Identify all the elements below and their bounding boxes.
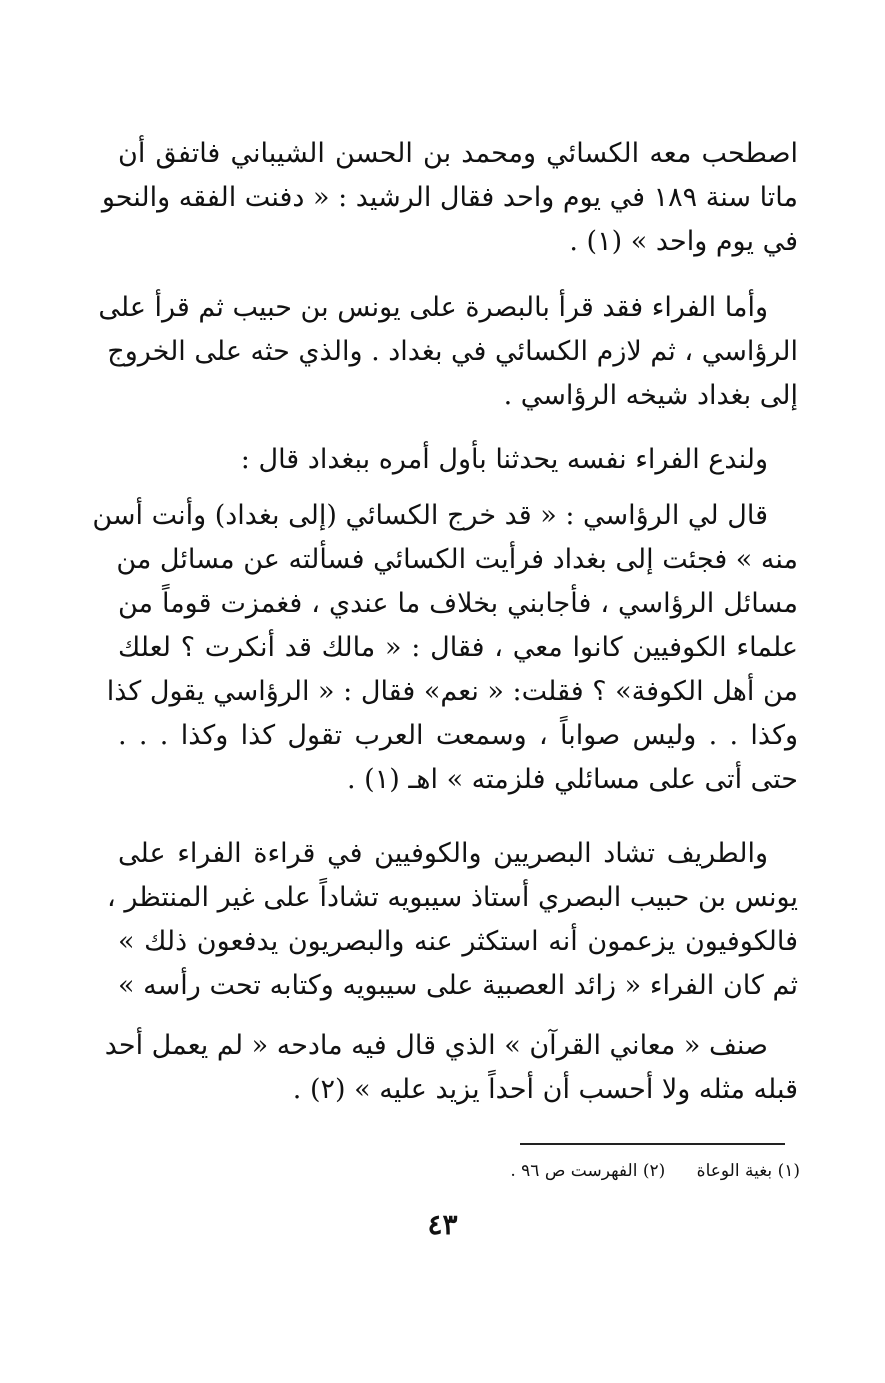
footnote-divider bbox=[520, 1143, 785, 1145]
paragraph-6 bbox=[104, 1024, 798, 1112]
text-line: وكذا . . وليس صواباً ، وسمعت العرب تقول كذا وكذا . . . bbox=[118, 720, 798, 751]
paragraph-3 bbox=[118, 438, 798, 482]
text-line: علماء الكوفيين كانوا معي ، فقال : « مالك قد أنكرت ؟ لعلك bbox=[118, 632, 798, 663]
text-line: صنف « معاني القرآن » الذي قال فيه مادحه « لم يعمل أحد bbox=[104, 1030, 768, 1061]
text-line: يونس بن حبيب البصري أستاذ سيبويه تشاداً على غير المنتظر ، bbox=[107, 882, 798, 913]
paragraph-1 bbox=[101, 132, 798, 264]
text-line: إلى بغداد شيخه الرؤاسي . bbox=[503, 380, 798, 411]
text-line: فالكوفيون يزعمون أنه استكثر عنه والبصريون يدفعون ذلك » bbox=[118, 926, 798, 957]
text-line: قال لي الرؤاسي : « قد خرج الكسائي (إلى بغداد) وأنت أسن bbox=[92, 500, 768, 531]
text-line: ماتا سنة ١٨٩ في يوم واحد فقال الرشيد : « دفنت الفقه والنحو bbox=[101, 182, 798, 213]
text-line: حتى أتى على مسائلي فلزمته » اهـ (١) . bbox=[347, 764, 798, 795]
text-line: ولندع الفراء نفسه يحدثنا بأول أمره ببغداد قال : bbox=[240, 444, 768, 475]
text-line: من أهل الكوفة» ؟ فقلت: « نعم» فقال : « الرؤاسي يقول كذا bbox=[106, 676, 798, 707]
text-line: مسائل الرؤاسي ، فأجابني بخلاف ما عندي ، فغمزت قوماً من bbox=[118, 588, 798, 619]
footnote-1: (١) بغية الوعاة bbox=[696, 1161, 800, 1181]
text-line: الرؤاسي ، ثم لازم الكسائي في بغداد . والذي حثه على الخروج bbox=[107, 336, 798, 367]
footnote-2: (٢) الفهرست ص ٩٦ . bbox=[510, 1161, 666, 1181]
paragraph-4 bbox=[92, 494, 798, 802]
paragraph-2 bbox=[98, 286, 798, 418]
paragraph-5 bbox=[107, 832, 798, 1008]
text-line: قبله مثله ولا أحسب أن أحداً يزيد عليه » (٢) . bbox=[292, 1074, 798, 1105]
footnotes bbox=[380, 1156, 800, 1186]
text-line: وأما الفراء فقد قرأ بالبصرة على يونس بن حبيب ثم قرأ على bbox=[98, 292, 768, 323]
text-line: في يوم واحد » (١) . bbox=[569, 226, 798, 257]
text-line: منه » فجئت إلى بغداد فرأيت الكسائي فسألته عن مسائل من bbox=[116, 544, 798, 575]
text-line: والطريف تشاد البصريين والكوفيين في قراءة الفراء على bbox=[118, 838, 768, 869]
page-number: ٤٣ bbox=[427, 1208, 458, 1241]
text-line: ثم كان الفراء « زائد العصبية على سيبويه وكتابه تحت رأسه » bbox=[118, 970, 798, 1001]
text-line: اصطحب معه الكسائي ومحمد بن الحسن الشيباني فاتفق أن bbox=[118, 138, 798, 169]
